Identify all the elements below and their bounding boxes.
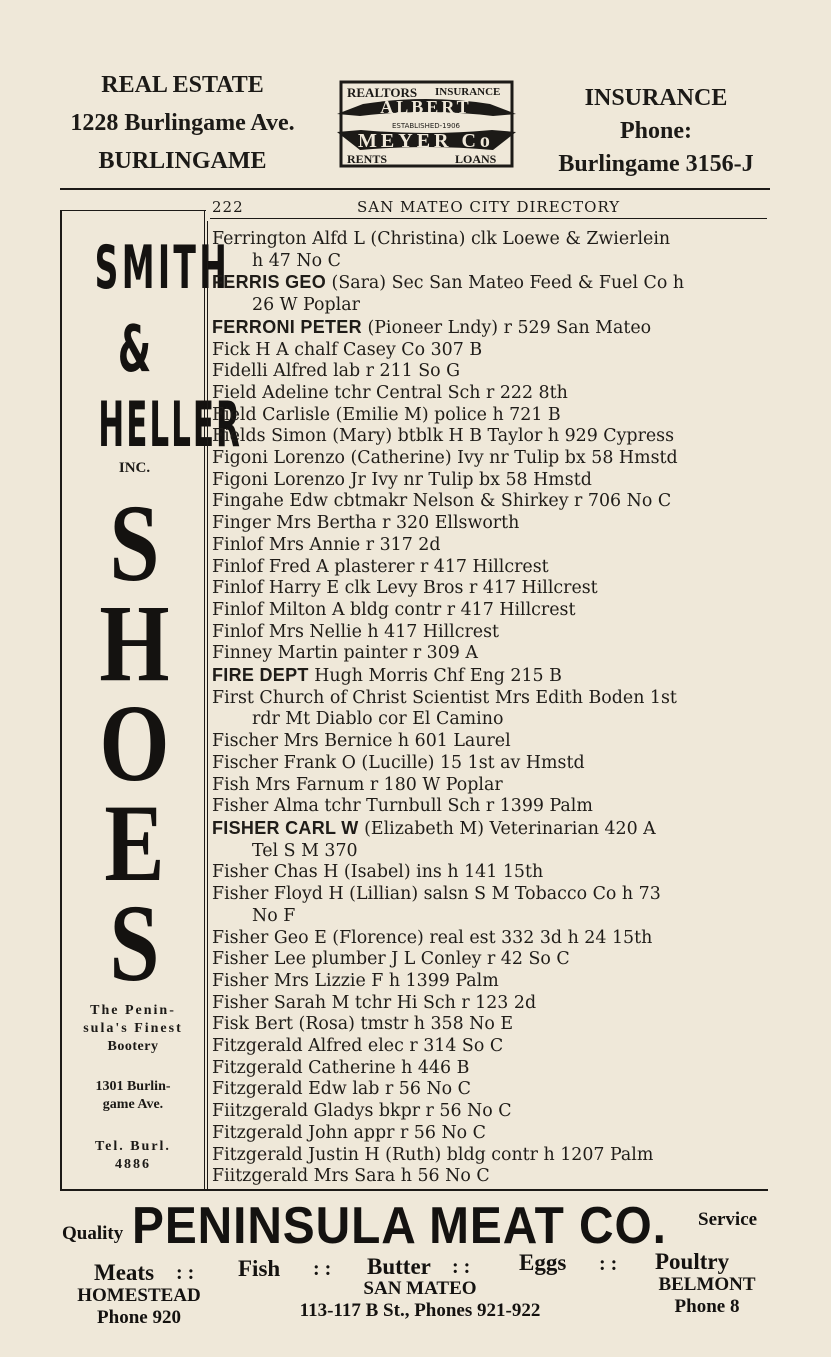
insurance-block [540,82,772,181]
entry-continuation: h 47 No C [252,250,341,271]
entry-details: (Lillian) salsn S M Tobacco Co h 73 [343,884,661,905]
entry-details: cbtmakr Nelson & Shirkey r 706 No C [328,491,672,512]
ad-smith: SMITH [94,233,231,303]
directory-entry [212,272,768,316]
directory-entry [212,643,768,665]
directory-entry [212,949,768,971]
directory-entry [212,491,768,513]
entry-name: Fidelli Alfred [212,361,328,382]
entry-name: Fischer Frank O [212,752,356,773]
logo-loans: LOANS [455,152,497,166]
logo-rents: RENTS [347,152,388,166]
logo-albert: ALBERT [380,97,472,117]
entry-details: Ivy nr Tulip bx 58 Hmstd [365,469,592,490]
ad-shoes-s2: S [109,882,160,1004]
entry-name: Finlof Harry E [212,578,340,599]
ad-tagline-2: sula's Finest [83,1021,183,1036]
entry-details: (Emilie M) police h 721 B [330,404,561,425]
entry-name: Finger Mrs Bertha [212,513,377,534]
entry-details: tchr Turnbull Sch r 1399 Palm [318,796,593,817]
directory-entry [212,317,768,340]
entry-name: Field Adeline [212,382,329,403]
directory-entry [212,470,768,492]
entry-details: clk Levy Bros r 417 Hillcrest [339,578,598,599]
footer-belmont [632,1274,782,1318]
entry-name: Fisher Mrs Lizzie F [212,970,384,991]
directory-entry [212,600,768,622]
directory-entry [212,229,768,272]
directory-entry [212,622,768,644]
san-mateo-address: 113-117 B St., Phones 921-922 [299,1300,541,1321]
entry-name: Fiitzgerald Mrs Sara [212,1166,396,1187]
ad-phone-1: Tel. Burl. [95,1139,171,1154]
entry-name: Fitzgerald Justin H [212,1144,380,1165]
real-estate-address: 1228 Burlingame Ave. [70,110,295,136]
entry-details: (Sara) Sec San Mateo Feed & Fuel Co h [326,273,685,294]
directory-entry [212,513,768,535]
entry-name: Finlof Mrs Annie [212,534,361,555]
entry-name: Fisher Alma [212,796,319,817]
albert-meyer-logo [333,80,520,168]
directory-entry [212,578,768,600]
product-sep-3: : : [452,1256,471,1278]
directory-entry [212,775,768,797]
ad-ampersand: & [117,313,152,387]
directory-entry [212,426,768,448]
product-sep-1: : : [176,1262,195,1284]
belmont-label: BELMONT [658,1274,756,1295]
product-sep-2: : : [313,1258,332,1280]
footer-quality: Quality [62,1223,124,1244]
entry-details: chalf Casey Co 307 B [288,339,483,360]
entry-details: h 417 Hillcrest [361,621,499,642]
directory-entry [212,1145,768,1167]
ad-heller: HELLER [98,388,242,461]
ad-phone-2: 4886 [115,1157,151,1172]
directory-entry [212,796,768,818]
entry-details: r 180 W Poplar [364,774,503,795]
entry-details: plasterer r 417 Hillcrest [328,556,549,577]
entry-details: (Isabel) ins h 141 15th [338,862,544,883]
directory-entry [212,928,768,950]
entry-details: (Florence) real est 332 3d h 24 15th [326,927,653,948]
entry-name: FERRONI PETER [212,316,362,337]
homestead-phone: Phone 920 [97,1307,181,1328]
ad-address-2: game Ave. [102,1097,164,1112]
entry-name: Fisher Chas H [212,862,339,883]
directory-entry [212,753,768,775]
ad-shoes-h: H [99,582,170,704]
entry-name: Fingahe Edw [212,491,329,512]
entry-name: Fitzgerald Alfred [212,1036,363,1057]
header-rule [60,188,770,190]
directory-entry [212,383,768,405]
entry-name: Fick H A [212,339,289,360]
entry-details: (Pioneer Lndy) r 529 San Mateo [361,317,652,338]
running-head [212,198,768,220]
entry-name: Fisher Floyd H [212,884,344,905]
ad-shoes-e: E [104,782,165,904]
directory-title: SAN MATEO CITY DIRECTORY [357,198,621,216]
entry-details: (Ruth) bldg contr h 1207 Palm [379,1144,654,1165]
entry-name: Fitzgerald Edw [212,1079,347,1100]
running-head-rule [210,218,767,219]
product-poultry: Poultry [655,1249,730,1274]
real-estate-city: BURLINGAME [98,148,267,174]
entry-details: h 1399 Palm [383,970,499,991]
entry-name: Finney Martin [212,643,338,664]
entry-name: Ferrington Alfd L [212,229,365,249]
directory-entry [212,665,768,688]
entry-name: Fields Simon [212,426,327,447]
entry-name: Fisk Bert [212,1014,293,1035]
product-meats: Meats [94,1260,155,1285]
entry-details: h 446 B [395,1057,470,1078]
directory-entry [212,340,768,362]
directory-entry [212,1058,768,1080]
entry-name: Fiitzgerald Gladys [212,1101,374,1122]
entry-details: (Rosa) tmstr h 358 No E [293,1014,514,1035]
entry-name: FIRE DEPT [212,665,309,686]
directory-entry [212,1123,768,1145]
directory-entry [212,535,768,557]
ad-inc: INC. [118,460,151,476]
column-rule [207,221,208,1189]
entry-name: Fisher Sarah M [212,992,350,1013]
entry-name: First Church of Christ Scientist [212,687,490,708]
directory-entry [212,818,768,862]
footer-homestead [54,1285,224,1329]
logo-insurance: INSURANCE [435,86,501,98]
ad-shoes-s: S [109,482,160,604]
directory-listing [212,229,768,1188]
entry-name: Fischer Mrs Bernice [212,731,393,752]
entry-continuation: No F [252,905,296,926]
footer-rule [60,1189,768,1191]
entry-details: tchr Hi Sch r 123 2d [349,992,537,1013]
entry-details: painter r 309 A [337,643,478,664]
directory-entry [212,557,768,579]
entry-name: FERRIS GEO [212,272,327,293]
entry-details: (Elizabeth M) Veterinarian 420 A [358,818,656,839]
san-mateo-label: SAN MATEO [363,1278,477,1299]
directory-entry [212,1079,768,1101]
entry-details: appr r 56 No C [347,1122,486,1143]
real-estate-block [50,66,315,180]
entry-name: Fitzgerald Catherine [212,1057,396,1078]
footer-service: Service [698,1209,758,1230]
directory-entry [212,688,768,731]
entry-details: r 317 2d [360,534,441,555]
real-estate-title: REAL ESTATE [101,72,264,98]
entry-details: (Lucille) 15 1st av Hmstd [355,752,585,773]
entry-continuation: Tel S M 370 [252,840,358,861]
directory-entry [212,971,768,993]
ad-shoes-o: O [99,682,170,804]
entry-details: Mrs Edith Boden 1st [489,687,677,708]
entry-name: Figoni Lorenzo Jr [212,469,366,490]
entry-continuation: 26 W Poplar [252,295,360,316]
entry-details: Hugh Morris Chf Eng 215 B [308,666,562,687]
entry-name: FISHER CARL W [212,817,359,838]
entry-details: h 56 No C [395,1166,490,1187]
directory-entry [212,1166,768,1188]
belmont-phone: Phone 8 [674,1296,740,1317]
entry-name: Finlof Mrs Nellie [212,621,362,642]
entry-name: Finlof Milton A [212,599,345,620]
entry-details: (Christina) clk Loewe & Zwierlein [364,229,671,249]
directory-entry [212,1036,768,1058]
entry-continuation: rdr Mt Diablo cor El Camino [252,709,504,730]
product-fish: Fish [238,1256,281,1281]
directory-entry [212,1101,768,1123]
entry-details: r 320 Ellsworth [376,513,520,534]
entry-details: (Mary) btblk H B Taylor h 929 Cypress [326,426,675,447]
entry-details: elec r 314 So C [362,1036,504,1057]
ad-phone [62,1138,204,1174]
entry-name: Fitzgerald John [212,1122,348,1143]
entry-details: plumber J L Conley r 42 So C [306,949,570,970]
entry-name: Finlof Fred A [212,556,329,577]
insurance-title: INSURANCE [584,85,728,111]
logo-realtors: REALTORS [347,85,418,100]
entry-details: lab r 56 No C [346,1079,471,1100]
footer-san-mateo [250,1278,590,1322]
product-sep-4: : : [599,1253,618,1275]
directory-entry [212,993,768,1015]
entry-details: h 601 Laurel [392,731,511,752]
product-butter: Butter [367,1254,431,1279]
entry-name: Fish Mrs Farnum [212,774,365,795]
directory-entry [212,1014,768,1036]
entry-details: bkpr r 56 No C [373,1101,512,1122]
insurance-phone-label: Phone: [620,118,692,144]
entry-details: tchr Central Sch r 222 8th [328,382,568,403]
directory-entry [212,731,768,753]
logo-established: ESTABLISHED-1906 [391,122,461,130]
entry-name: Field Carlisle [212,404,331,425]
directory-entry [212,862,768,884]
directory-entry [212,405,768,427]
insurance-phone: Burlingame 3156-J [558,151,754,177]
page-number: 222 [212,198,244,216]
product-eggs: Eggs [519,1250,567,1275]
footer-company-name: PENINSULA MEAT CO. [132,1197,667,1255]
ad-tagline-1: The Penin- [90,1003,176,1018]
entry-details: bldg contr r 417 Hillcrest [344,599,576,620]
ad-tagline [62,1002,204,1056]
ad-tagline-3: Bootery [107,1039,159,1054]
directory-entry [212,884,768,927]
directory-entry [212,448,768,470]
entry-details: (Catherine) Ivy nr Tulip bx 58 Hmstd [344,448,678,469]
ad-address-1: 1301 Burlin- [95,1079,171,1094]
logo-meyer: MEYER Co [358,130,494,152]
entry-name: Figoni Lorenzo [212,448,345,469]
entry-name: Fisher Lee [212,949,307,970]
ad-address [62,1078,204,1114]
entry-name: Fisher Geo E [212,927,327,948]
homestead-label: HOMESTEAD [77,1285,201,1306]
directory-entry [212,361,768,383]
entry-details: lab r 211 So G [327,361,461,382]
